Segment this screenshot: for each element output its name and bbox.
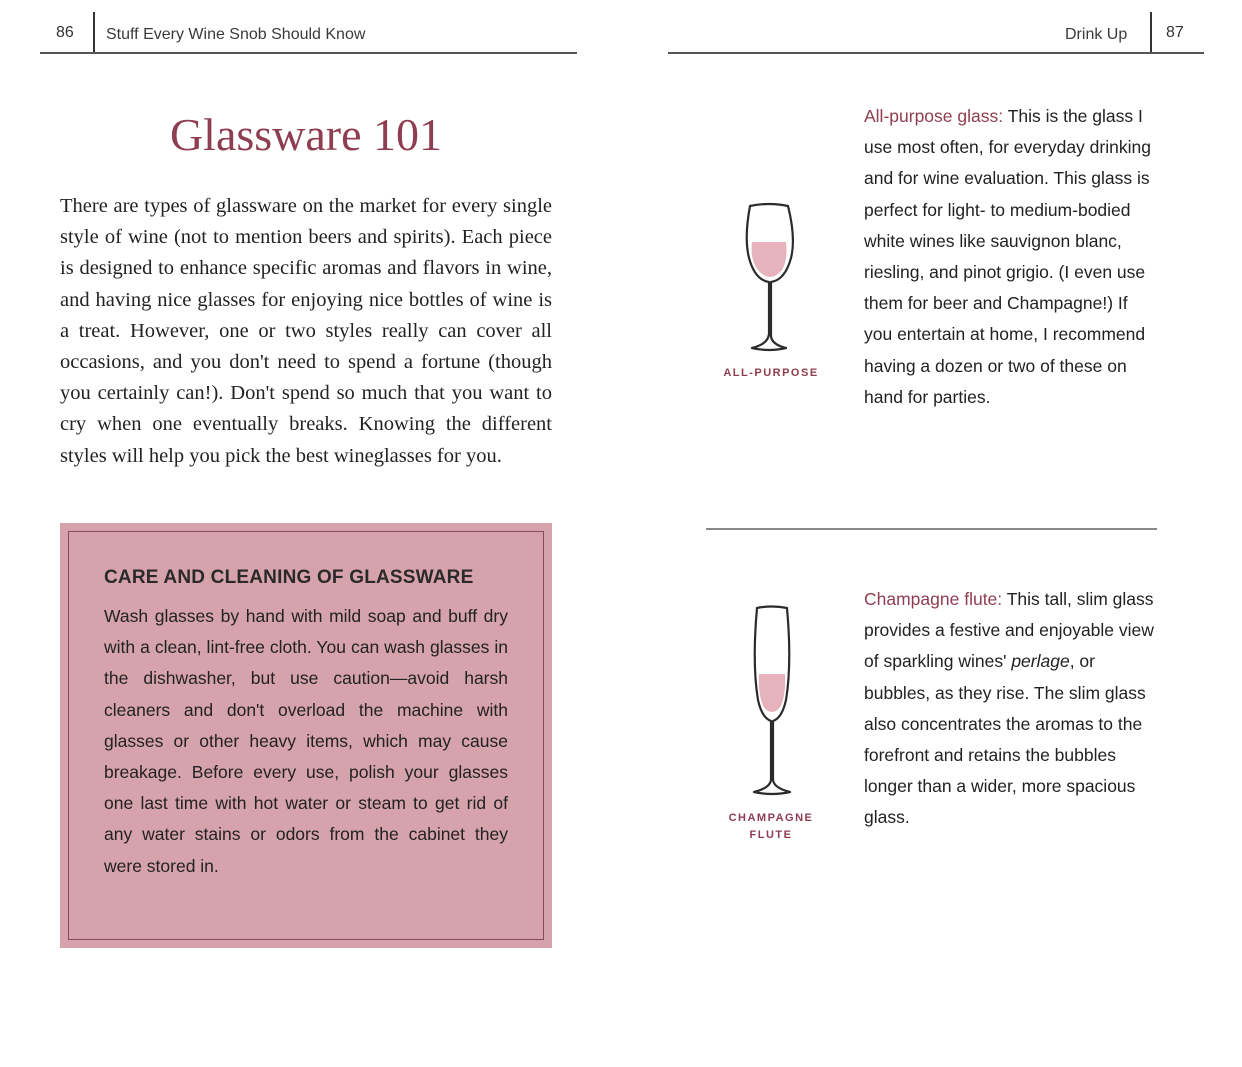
care-box-text: Wash glasses by hand with mild soap and buff dry with a clean, lint-free cloth. You can wash glasses in the dishwasher, but use caution—avoid harsh cleaners and don't overload the machine with glasses or other heavy items, which may cause breakage. Before every use, polish your glasses one last time with hot water or steam to get rid of any water stains or odors from the cabinet they were stored in. — [104, 606, 508, 876]
glass-label-line1: ALL-PURPOSE — [723, 367, 819, 379]
champagne-text-before: This tall, slim glass provides a festive and enjoyable view of sparkling wines' — [864, 589, 1154, 672]
page-title: Glassware 101 — [169, 109, 443, 160]
running-head-left: Stuff Every Wine Snob Should Know — [106, 26, 366, 43]
all-purpose-glass-icon — [736, 198, 806, 356]
champagne-text-after: , or bubbles, as they rise. The slim glass also concentrates the aromas to the forefront and retains the bubbles longer than a wider, more spacious glass. — [864, 651, 1146, 828]
care-sidebar-box — [60, 523, 552, 948]
care-box-title: CARE AND CLEANING OF GLASSWARE — [104, 567, 474, 588]
page-number-right: 87 — [1166, 24, 1184, 41]
page-number-left: 86 — [56, 24, 74, 41]
section-divider — [706, 528, 1157, 530]
header-rule-left — [40, 52, 577, 54]
champagne-flute-icon — [744, 602, 800, 800]
champagne-flute-lead: Champagne flute: — [864, 589, 1003, 609]
intro-paragraph: There are types of glassware on the market for every single style of wine (not to mention beers and spirits). Each piece is designed to enhance specific aromas and flavors in wine, and having nice glasses for enjoying nice bottles of wine is a treat. However, one or two styles really can cover all occasions, and you don't need to spend a fortune (though you certainly can!). Don't spend so much that you want to cry when one eventually breaks. Knowing the different styles will help you pick the best wineglasses for you. — [60, 195, 552, 467]
left-page — [0, 0, 600, 1067]
glass-label-line1: CHAMPAGNE — [728, 812, 814, 824]
header-divider-left — [93, 12, 95, 52]
glass-label-all-purpose — [710, 365, 832, 382]
header-divider-right — [1150, 12, 1152, 52]
glass-label-line2: FLUTE — [749, 829, 793, 841]
header-rule-right — [668, 52, 1204, 54]
all-purpose-lead: All-purpose glass: — [864, 106, 1004, 126]
running-head-right: Drink Up — [1065, 26, 1128, 43]
right-page — [640, 0, 1242, 1067]
perlage-term: perlage — [1011, 651, 1070, 672]
all-purpose-description — [864, 101, 1156, 413]
all-purpose-text: This is the glass I use most often, for everyday drinking and for wine evaluation. This glass is perfect for light- to medium-bodied white wines like sauvignon blanc, riesling, and pinot grigio. (I even use them for beer and Champagne!) If you entertain at home, I recommend having a dozen or two of these on hand for parties. — [864, 106, 1151, 407]
champagne-flute-description — [864, 584, 1156, 834]
glass-label-champagne-flute — [710, 810, 832, 844]
